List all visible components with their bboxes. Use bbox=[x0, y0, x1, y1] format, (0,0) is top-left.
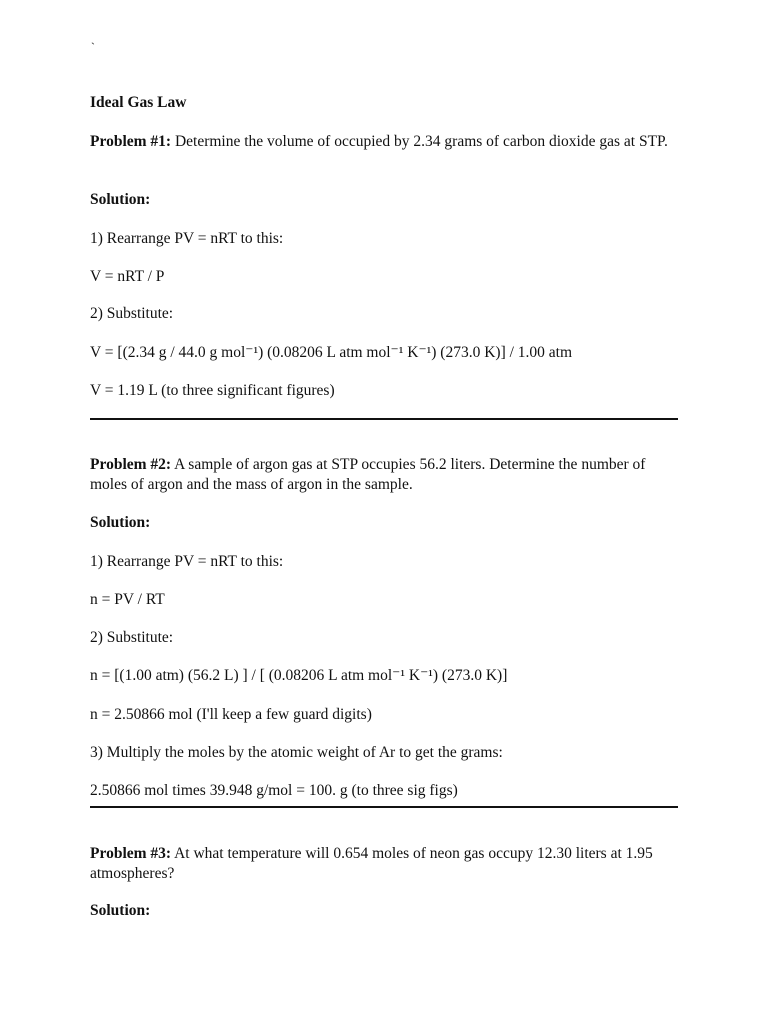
stray-mark: ` bbox=[91, 40, 95, 54]
problem-2-step-1: 1) Rearrange PV = nRT to this: bbox=[90, 553, 284, 570]
problem-1-result: V = 1.19 L (to three significant figures) bbox=[90, 382, 335, 399]
problem-3-statement bbox=[90, 844, 680, 884]
problem-2-statement bbox=[90, 455, 680, 495]
problem-2-equation-1: n = PV / RT bbox=[90, 591, 165, 608]
problem-1-equation-2: V = [(2.34 g / 44.0 g mol⁻¹) (0.08206 L atm mol⁻¹ K⁻¹) (273.0 K)] / 1.00 atm bbox=[90, 344, 573, 361]
problem-2-equation-2: n = [(1.00 atm) (56.2 L) ] / [ (0.08206 L atm mol⁻¹ K⁻¹) (273.0 K)] bbox=[90, 667, 508, 684]
problem-1-equation-1: V = nRT / P bbox=[90, 268, 165, 285]
problem-2-equation-3: 2.50866 mol times 39.948 g/mol = 100. g (to three sig figs) bbox=[90, 782, 458, 799]
section-divider bbox=[90, 806, 678, 808]
problem-3-solution-label: Solution: bbox=[90, 902, 151, 919]
problem-2-step-3: 3) Multiply the moles by the atomic weight of Ar to get the grams: bbox=[90, 744, 503, 761]
problem-2-step-2: 2) Substitute: bbox=[90, 629, 174, 646]
problem-1-step-1: 1) Rearrange PV = nRT to this: bbox=[90, 230, 284, 247]
problem-2-result: n = 2.50866 mol (I'll keep a few guard digits) bbox=[90, 706, 372, 723]
problem-2-text: A sample of argon gas at STP occupies 56.2 liters. Determine the number of moles of argon and the mass of argon in the sample. bbox=[90, 456, 646, 493]
problem-3-text: At what temperature will 0.654 moles of neon gas occupy 12.30 liters at 1.95 atmospheres? bbox=[90, 845, 653, 882]
document-title: Ideal Gas Law bbox=[90, 94, 187, 111]
problem-3-label: Problem #3: bbox=[90, 845, 172, 862]
problem-1-label: Problem #1: bbox=[90, 133, 172, 150]
problem-1-step-2: 2) Substitute: bbox=[90, 305, 174, 322]
problem-1-solution-label: Solution: bbox=[90, 191, 151, 208]
problem-1-text: Determine the volume of occupied by 2.34 grams of carbon dioxide gas at STP. bbox=[171, 133, 668, 150]
problem-2-label: Problem #2: bbox=[90, 456, 172, 473]
section-divider bbox=[90, 418, 678, 420]
problem-1-statement bbox=[90, 132, 680, 152]
problem-2-solution-label: Solution: bbox=[90, 514, 151, 531]
